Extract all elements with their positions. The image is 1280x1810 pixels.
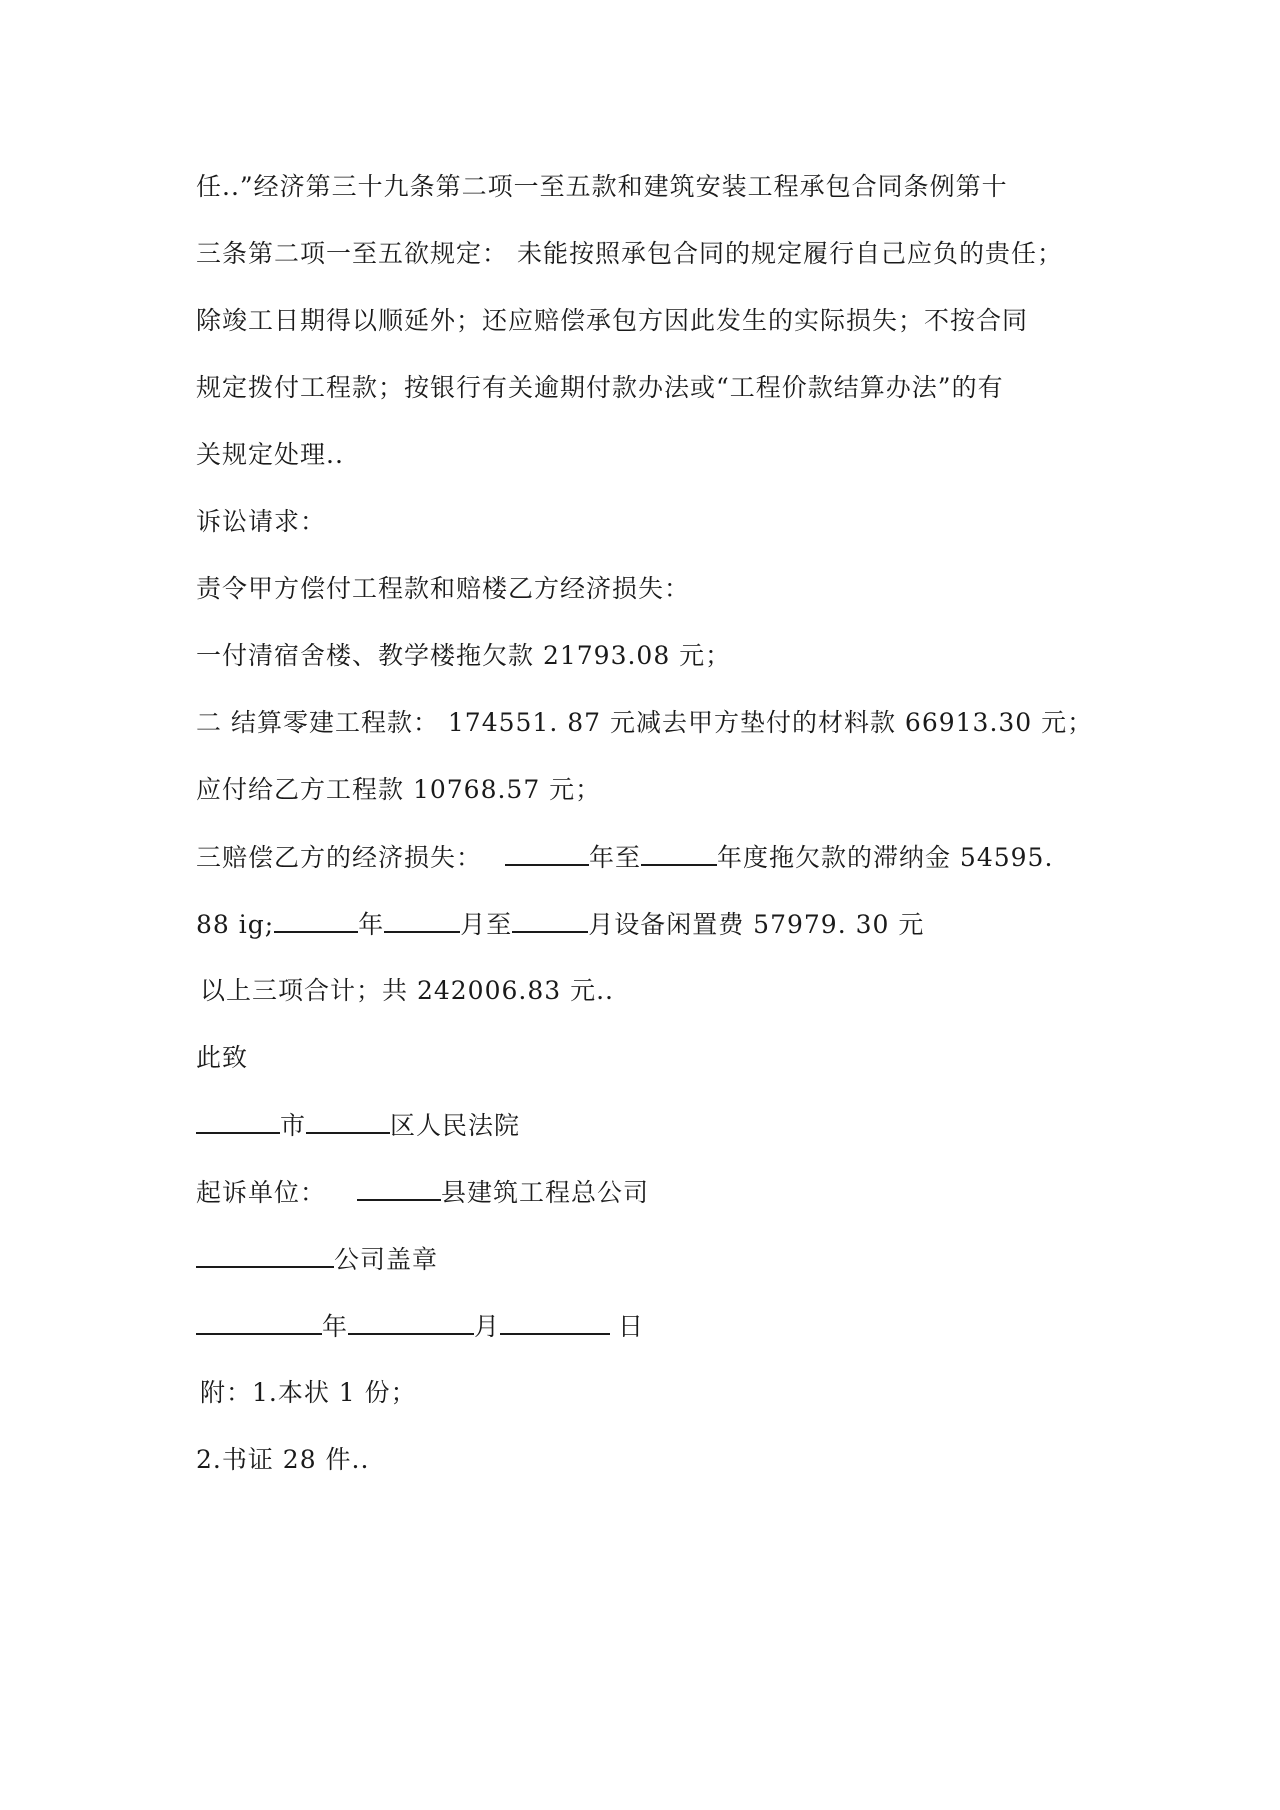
year-blank[interactable] xyxy=(505,840,589,866)
plaintiff-line xyxy=(196,1175,649,1210)
claim-item-3-cont-tail: 月设备闲置费 57979. 30 元 xyxy=(588,910,925,939)
date-year: 年 xyxy=(322,1312,349,1341)
month-blank[interactable] xyxy=(512,907,588,933)
attachment-1: 附：1.本状 1 份； xyxy=(200,1378,417,1407)
month-blank[interactable] xyxy=(348,1309,474,1335)
paragraph-line-1: 任..”经济第三十九条第二项一至五款和建筑安装工程承包合同条例第十 xyxy=(196,172,1008,201)
claim-item-3-cont xyxy=(196,907,924,942)
court-city: 市 xyxy=(280,1111,307,1140)
district-blank[interactable] xyxy=(306,1108,390,1134)
year-blank[interactable] xyxy=(196,1309,322,1335)
total-line: 以上三项合计；共 242006.83 元.. xyxy=(200,976,614,1005)
claim-item-3-cont-prefix: 88 ig; xyxy=(196,910,275,939)
date-line xyxy=(196,1309,644,1344)
year-blank[interactable] xyxy=(641,840,717,866)
month-blank[interactable] xyxy=(384,907,460,933)
claim-item-3-year-to: 年至 xyxy=(588,843,641,872)
court-name: 区人民法院 xyxy=(390,1111,521,1140)
claim-item-3-tail: 年度拖欠款的滞纳金 54595. xyxy=(716,843,1054,872)
plaintiff-label: 起诉单位： xyxy=(196,1178,327,1207)
paragraph-line-3: 除竣工日期得以顺延外；还应赔偿承包方因此发生的实际损失；不按合同 xyxy=(196,306,1029,335)
claim-item-1: 一付清宿舍楼、教学楼拖欠款 21793.08 元； xyxy=(196,641,732,670)
claims-heading: 诉讼请求： xyxy=(196,507,327,536)
paragraph-line-4: 规定拨付工程款；按银行有关逾期付款办法或“工程价款结算办法”的有 xyxy=(196,373,1004,402)
date-day: 日 xyxy=(618,1312,645,1341)
claim-item-3-cont-year: 年 xyxy=(358,910,385,939)
plaintiff-name: 县建筑工程总公司 xyxy=(440,1178,649,1207)
claim-item-3-prefix: 三赔偿乙方的经济损失： xyxy=(196,843,483,872)
year-blank[interactable] xyxy=(274,907,358,933)
claims-intro: 责令甲方偿付工程款和赔楼乙方经济损失： xyxy=(196,574,691,603)
county-blank[interactable] xyxy=(357,1175,441,1201)
paragraph-line-5: 关规定处理.. xyxy=(196,440,344,469)
court-line xyxy=(196,1108,520,1143)
claim-item-2: 二 结算零建工程款： 174551. 87 元减去甲方垫付的材料款 66913.30 元； xyxy=(196,708,1094,737)
claim-item-3 xyxy=(196,840,1053,875)
day-blank[interactable] xyxy=(500,1309,610,1335)
seal-label: 公司盖章 xyxy=(334,1245,439,1274)
salutation: 此致 xyxy=(196,1043,249,1072)
claim-item-2-cont: 应付给乙方工程款 10768.57 元； xyxy=(196,775,602,804)
seal-line xyxy=(196,1242,438,1277)
date-month: 月 xyxy=(474,1312,501,1341)
attachment-2: 2.书证 28 件.. xyxy=(196,1445,370,1474)
city-blank[interactable] xyxy=(196,1108,280,1134)
company-blank[interactable] xyxy=(196,1242,334,1268)
paragraph-line-2: 三条第二项一至五欲规定： 未能按照承包合同的规定履行自己应负的贵任； xyxy=(196,239,1063,268)
claim-item-3-cont-month-to: 月至 xyxy=(460,910,513,939)
